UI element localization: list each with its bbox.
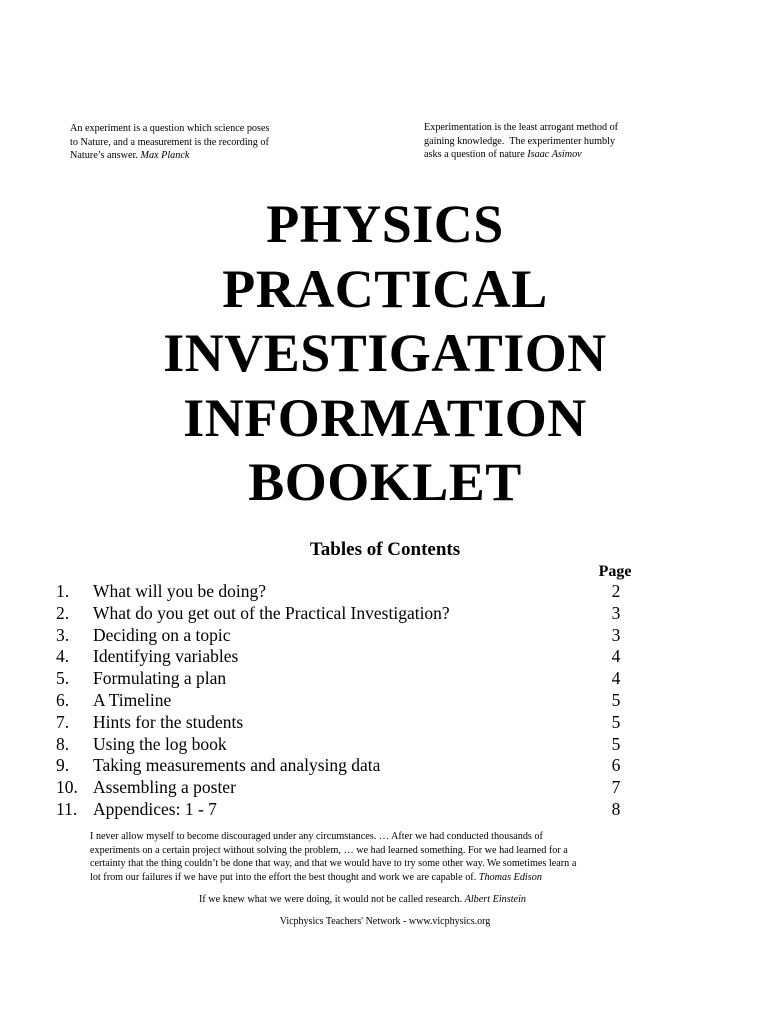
toc-item-number: 7. — [56, 711, 70, 732]
planck-quote-line-2: to Nature, and a measurement is the recording of — [70, 136, 269, 148]
toc-item-page: 3 — [611, 602, 621, 623]
asimov-quote-author: Isaac Asimov — [527, 149, 582, 160]
toc-item-title: What do you get out of the Practical Investigation? — [93, 602, 450, 623]
title-line-5: BOOKLET — [248, 452, 522, 512]
toc-item-page: 5 — [611, 733, 621, 754]
booklet-title — [0, 192, 770, 515]
einstein-quote — [0, 893, 725, 907]
toc-item-3 — [56, 625, 646, 647]
table-of-contents — [56, 581, 646, 821]
asimov-quote-line-1: Experimentation is the least arrogant method of — [424, 122, 619, 133]
toc-item-page: 5 — [611, 689, 621, 710]
toc-item-number: 2. — [56, 602, 70, 623]
einstein-quote-text: If we knew what we were doing, it would not be called research. — [198, 894, 463, 905]
toc-item-number: 1. — [56, 581, 70, 601]
toc-item-number: 8. — [56, 733, 70, 754]
toc-item-number: 3. — [56, 624, 70, 645]
toc-item-page: 4 — [611, 668, 621, 689]
title-line-1: PHYSICS — [266, 194, 504, 254]
toc-item-number: 10. — [56, 777, 78, 798]
planck-quote — [70, 122, 360, 163]
toc-item-title: Appendices: 1 - 7 — [93, 798, 217, 819]
toc-item-title: Deciding on a topic — [93, 624, 231, 645]
toc-item-title: What will you be doing? — [93, 581, 267, 601]
toc-item-title: A Timeline — [93, 689, 172, 710]
toc-item-number: 6. — [56, 689, 70, 710]
edison-quote-line-1: I never allow myself to become discouraged under any circumstances. … After we had conducted thousands of — [90, 831, 543, 842]
edison-quote — [90, 830, 710, 884]
edison-quote-line-4 — [90, 871, 710, 885]
toc-item-9 — [56, 755, 646, 777]
toc-item-page: 6 — [611, 755, 621, 776]
asimov-quote-line-3-text: asks a question of nature — [424, 149, 525, 160]
toc-item-page: 7 — [611, 777, 621, 798]
toc-item-page: 3 — [611, 624, 621, 645]
edison-quote-line-2: experiments on a certain project without solving the problem, … we had learned something. For we had learned for a — [90, 844, 568, 856]
toc-item-1 — [56, 581, 646, 603]
asimov-quote-line-3 — [424, 148, 724, 162]
toc-item-10 — [56, 777, 646, 799]
page-footer: Vicphysics Teachers' Network - www.vicphysics.org — [279, 916, 491, 927]
title-line-4: INFORMATION — [183, 387, 587, 448]
toc-item-8 — [56, 734, 646, 756]
toc-item-6 — [56, 690, 646, 712]
toc-item-title: Taking measurements and analysing data — [93, 755, 381, 776]
title-line-2: PRACTICAL — [222, 258, 548, 319]
toc-item-page: 5 — [611, 711, 621, 732]
edison-quote-author: Thomas Edison — [478, 871, 542, 883]
planck-quote-line-3 — [70, 149, 360, 163]
asimov-quote-line-2: gaining knowledge. The experimenter humbly — [424, 135, 616, 147]
edison-quote-line-3: certainty that the thing couldn’t be done that way, and that we would have to try some other way. We sometimes learn a — [90, 858, 577, 869]
toc-item-number: 5. — [56, 668, 70, 689]
toc-item-page: 8 — [611, 798, 621, 819]
toc-item-11 — [56, 799, 646, 821]
toc-item-title: Identifying variables — [93, 646, 239, 667]
toc-item-title: Assembling a poster — [93, 777, 236, 798]
toc-item-4 — [56, 646, 646, 668]
toc-page-heading: Page — [598, 563, 632, 580]
toc-item-title: Hints for the students — [93, 711, 244, 732]
toc-item-number: 11. — [56, 798, 78, 819]
toc-item-number: 9. — [56, 755, 70, 776]
toc-item-5 — [56, 668, 646, 690]
planck-quote-author: Max Planck — [140, 150, 190, 161]
toc-item-page: 2 — [611, 581, 621, 601]
planck-quote-line-3-text: Nature’s answer. — [70, 150, 138, 161]
toc-heading: Tables of Contents — [309, 539, 461, 560]
edison-quote-line-4-text: lot from our failures if we have put into the effort the best thought and work we are capable of. — [90, 871, 477, 883]
title-line-3: INVESTIGATION — [163, 323, 607, 383]
planck-quote-line-1: An experiment is a question which science poses — [70, 123, 270, 134]
toc-item-2 — [56, 603, 646, 625]
toc-item-title: Formulating a plan — [93, 668, 227, 689]
toc-item-number: 4. — [56, 646, 70, 667]
toc-item-title: Using the log book — [93, 733, 227, 754]
toc-item-page: 4 — [611, 646, 621, 667]
einstein-quote-author: Albert Einstein — [464, 894, 527, 905]
asimov-quote — [424, 121, 724, 162]
toc-item-7 — [56, 712, 646, 734]
